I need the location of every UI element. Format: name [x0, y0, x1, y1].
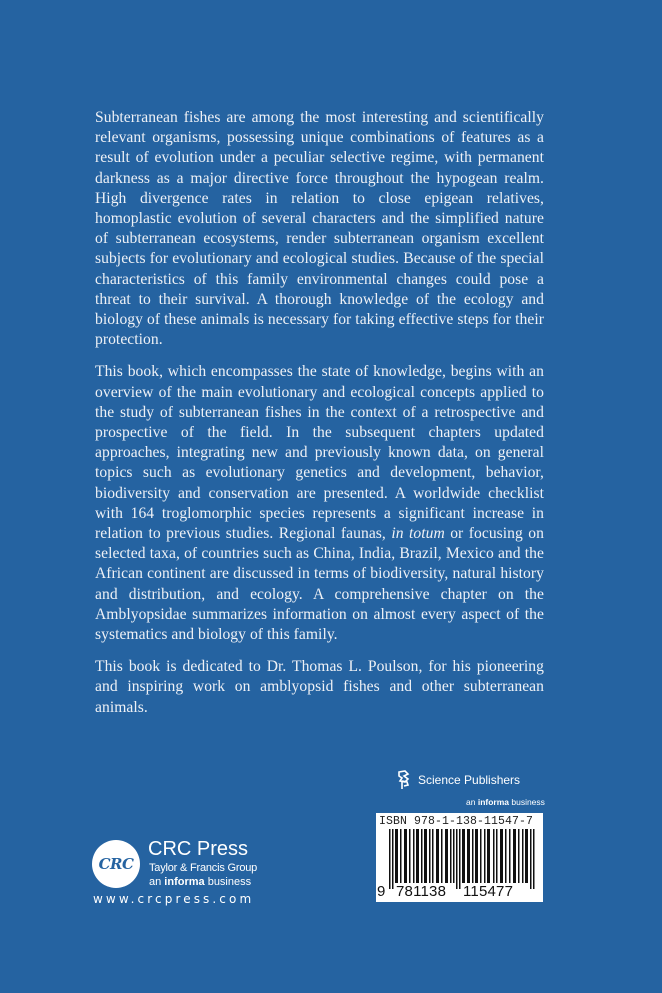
ean-right-group: 115477 — [463, 883, 514, 900]
blurb-paragraph-1 — [95, 108, 544, 350]
tagline-prefix: an — [466, 797, 478, 807]
ean-first-digit: 9 — [377, 883, 386, 900]
crc-group-name: Taylor & Francis Group — [149, 862, 258, 874]
crc-logo-icon: CRC — [92, 840, 140, 888]
crc-press-logo — [92, 836, 292, 916]
tagline-informa: informa — [164, 876, 205, 888]
tagline-suffix: business — [509, 797, 545, 807]
paragraph-text: Subterranean fishes are among the most interesting and scientifically relevant organisms, possessing unique combinations of features as a result of evolution under a peculiar selective regime, with permanent darkness as a major directive force throughout the hypogean realm. High divergence rates in relation to close epigean relatives, homoplastic evolution of several characters and the simplified nature of subterranean ecosystems, render subterranean organism excellent subjects for evolutionary and ecological studies. Because of the special characteristics of this family environmental changes could pose a threat to their survival. A thorough knowledge of the ecology and biology of these animals is necessary for taking effective steps for their protection. — [95, 109, 544, 349]
italic-term: in totum — [391, 525, 445, 543]
science-publishers-name: Science Publishers — [418, 773, 521, 787]
paragraph-text: This book, which encompasses the state of knowledge, begins with an overview of the main evolutionary and ecological concepts applied to the study of subterranean fishes in the context of a retrospective and prospective of the field. In the subsequent chapters updated approaches, integrating new and previously known data, on general topics such as evolutionary genetics and development, behavior, biodiversity and conservation are presented. A worldwide checklist with 164 troglomorphic species represents a significant increase in relation to previous studies. Regional faunas, — [95, 363, 544, 543]
crc-press-name: CRC Press — [148, 838, 249, 860]
back-cover-blurb — [95, 108, 544, 730]
blurb-paragraph-3 — [95, 657, 544, 718]
sp-informa-tagline — [466, 797, 545, 807]
ean-left-group: 781138 — [396, 883, 447, 900]
isbn-label: ISBN 978-1-138-11547-7 — [379, 815, 534, 828]
science-publishers-logo — [396, 768, 520, 792]
sp-logo-icon — [396, 770, 412, 790]
isbn-barcode — [376, 813, 543, 902]
paragraph-text: This book is dedicated to Dr. Thomas L. Poulson, for his pioneering and inspiring work on amblyopsid fishes and other subterranean animals. — [95, 658, 544, 716]
tagline-informa: informa — [477, 797, 509, 807]
tagline-suffix: business — [204, 876, 252, 888]
barcode-bars — [389, 829, 539, 889]
blurb-paragraph-2 — [95, 362, 544, 645]
crc-website-link[interactable]: www.crcpress.com — [93, 892, 255, 906]
crc-informa-tagline — [149, 876, 251, 889]
tagline-prefix: an — [149, 876, 165, 888]
paragraph-text: or focusing on selected taxa, of countries such as China, India, Brazil, Mexico and the African continent are discussed in terms of biodiversity, natural history and distribution, and ecology. A comprehensive chapter on the Amblyopsidae summarizes information on almost every aspect of the systematics and biology of this family. — [95, 525, 544, 644]
